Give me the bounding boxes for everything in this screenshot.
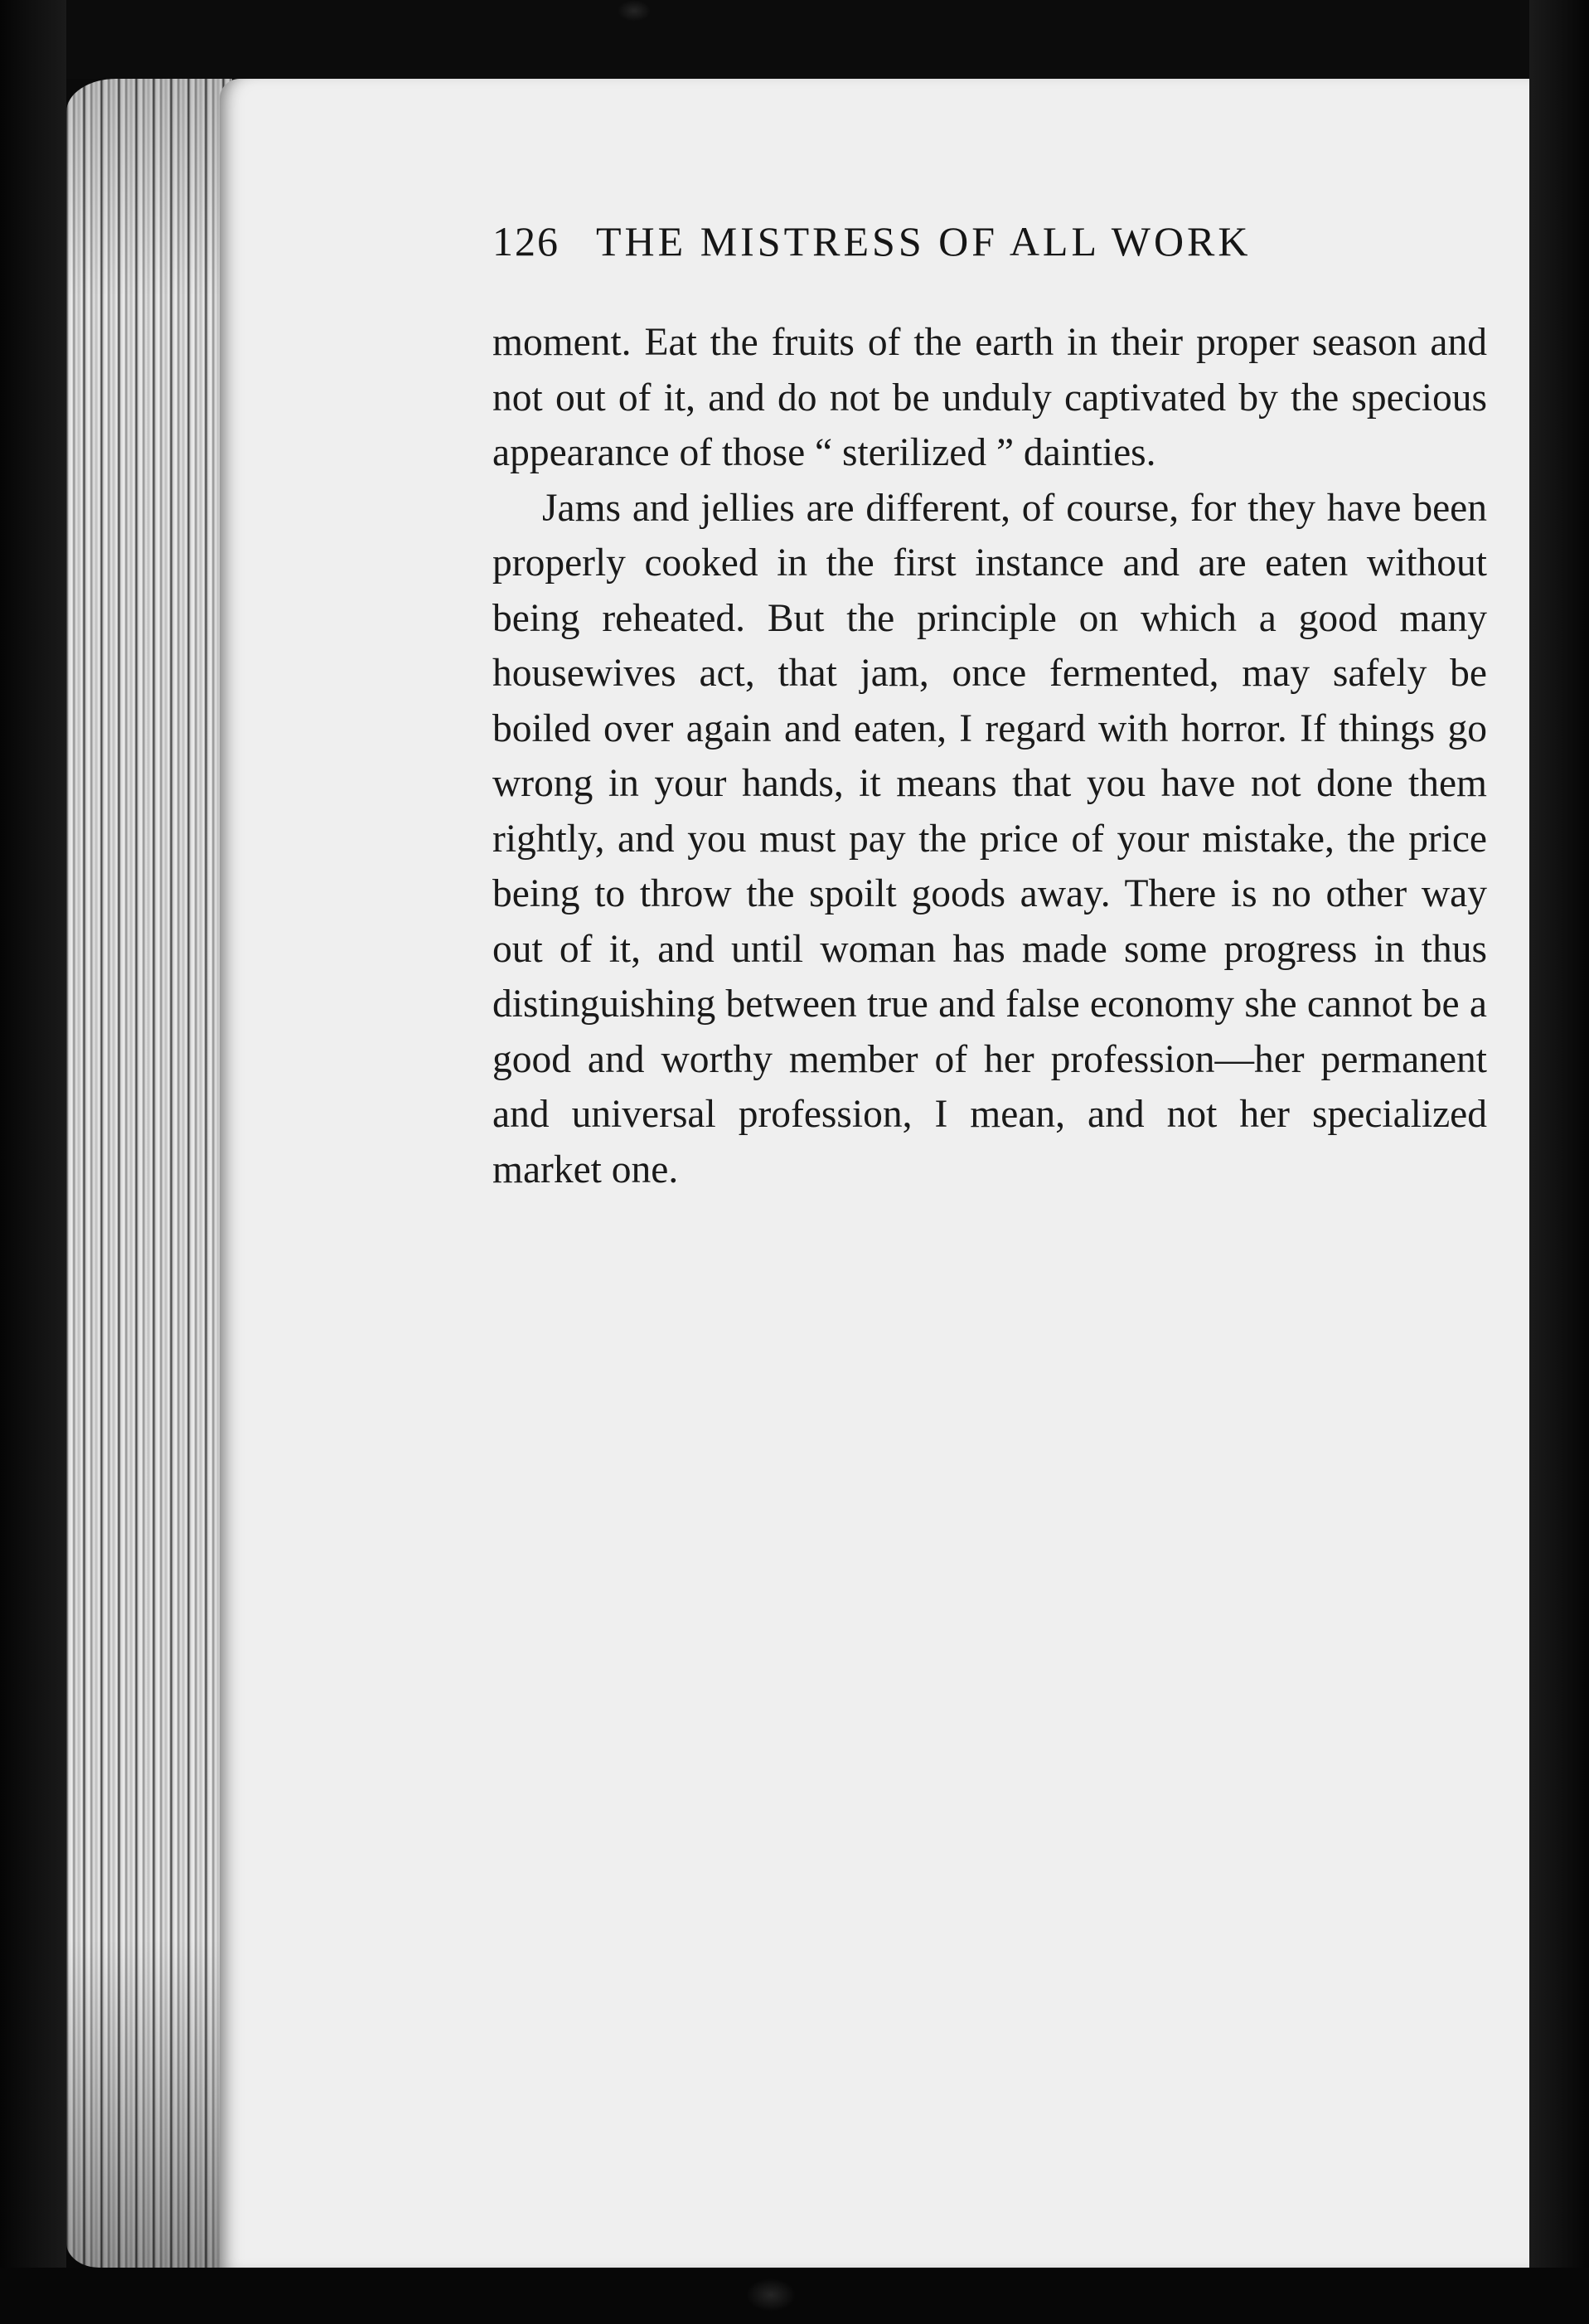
page-number: 126 bbox=[492, 218, 560, 264]
paragraph-2: Jams and jellies are different, of course, for they have been properly cooked in the first instance and are eaten without being reheated. But the principle on which a good many housewives act, that jam, once fermented, may safely be boiled over again and eaten, I regard with horror. If things go wrong in your hands, it means that you have not done them rightly, and you must pay the price of your mistake, the price being to throw the spoilt goods away. There is no other way out of it, and until woman has made some progress in thus distinguishing between true and false economy she cannot be a good and worthy member of her profession—her permanent and universal profession, I mean, and not her specialized market one. bbox=[492, 486, 1487, 1191]
scan-right-margin bbox=[1529, 0, 1589, 2324]
scan-left-margin bbox=[0, 0, 66, 2324]
book-page-edges bbox=[66, 79, 232, 2268]
running-title: THE MISTRESS OF ALL WORK bbox=[596, 218, 1252, 264]
scan-smudge-bottom bbox=[746, 2278, 796, 2312]
paragraph-1: moment. Eat the fruits of the earth in their proper season and not out of it, and do not be unduly captivated by the specious appearance of those “ sterilized ” dainties. bbox=[492, 321, 1487, 474]
scan-smudge-top bbox=[618, 0, 651, 22]
body-text bbox=[492, 315, 1487, 1197]
running-head bbox=[492, 217, 1495, 265]
